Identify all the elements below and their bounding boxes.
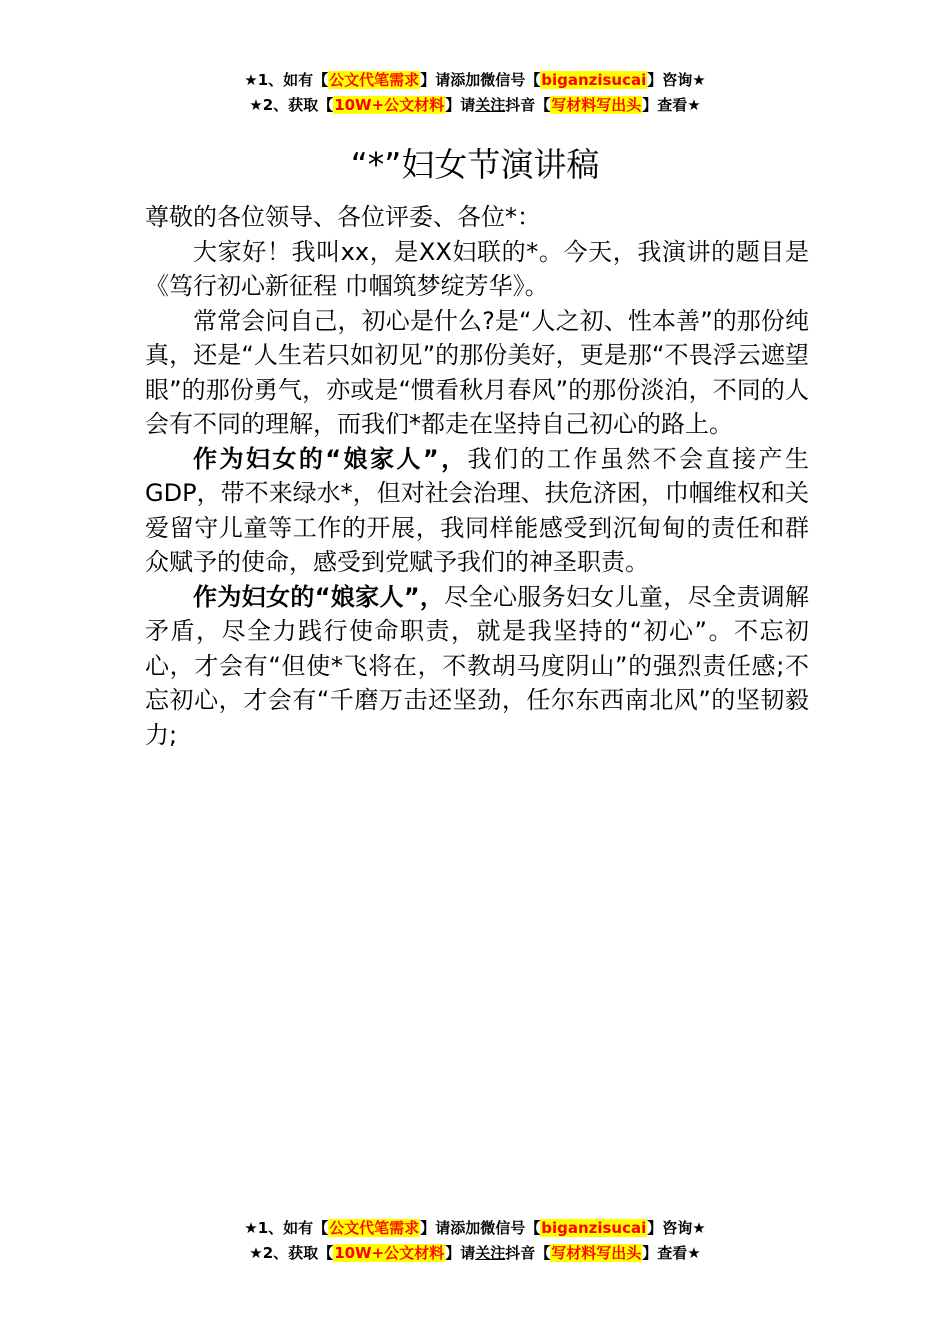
paragraph — [145, 580, 809, 753]
highlight-text: 公文代笔需求 — [329, 71, 420, 89]
paragraph-text: 常常会问自己，初心是什么?是“人之初、性本善”的那份纯真，还是“人生若只如初见”的那份美好，更是那“不畏浮云遮望眼”的那份勇气，亦或是“惯看秋月春风”的那份淡泊，不同的人会有不同的理解，而我们*都走在坚持自己初心的路上。 — [145, 306, 809, 438]
banner-line-2 — [0, 93, 950, 118]
banner-line-2 — [0, 1241, 950, 1266]
banner-text: 】请 — [445, 96, 476, 114]
banner-text: 抖音【 — [505, 1244, 551, 1262]
document-title: “*”妇女节演讲稿 — [350, 145, 600, 184]
banner-line-1 — [0, 1216, 950, 1241]
banner-line-1 — [0, 68, 950, 93]
banner-text: 】查看★ — [642, 96, 701, 114]
highlight-text: 公文代笔需求 — [329, 1219, 420, 1237]
paragraph — [145, 235, 809, 304]
banner-text: ★2、获取【 — [249, 1244, 334, 1262]
wechat-id: biganzisucai — [541, 71, 647, 89]
salutation: 尊敬的各位领导、各位评委、各位*： — [145, 203, 541, 231]
header-banner — [0, 68, 950, 118]
highlight-text: 10W+公文材料 — [334, 96, 445, 114]
douyin-account: 写材料写出头 — [551, 1244, 642, 1262]
underlined-text: 关注 — [475, 96, 506, 114]
paragraph-lead: 作为妇女的“娘家人”， — [193, 444, 468, 473]
banner-text: 】咨询★ — [647, 1219, 706, 1237]
paragraph-text: 大家好！我叫xx，是XX妇联的*。今天，我演讲的题目是《笃行初心新征程 巾帼筑梦绽芳华》。 — [145, 237, 809, 300]
paragraph — [145, 304, 809, 442]
paragraph-text: 我们的工作虽然不会直接产生GDP，带不来绿水*，但对社会治理、扶危济困，巾帼维权和关爱留守儿童等工作的开展，我同样能感受到沉甸甸的责任和群众赋予的使命，感受到党赋予我们的神圣职责。 — [145, 444, 809, 576]
paragraph-text: 尽全心服务妇女儿童，尽全责调解矛盾，尽全力践行使命职责，就是我坚持的“初心”。不忘初心，才会有“但使*飞将在，不教胡马度阴山”的强烈责任感;不忘初心，才会有“千磨万击还坚劲，任尔东西南北风”的坚韧毅力; — [145, 582, 809, 749]
banner-text: ★2、获取【 — [249, 96, 334, 114]
banner-text: 】咨询★ — [647, 71, 706, 89]
banner-text: ★1、如有【 — [244, 71, 329, 89]
document-body — [145, 200, 809, 752]
wechat-id: biganzisucai — [541, 1219, 647, 1237]
banner-text: 】请添加微信号【 — [420, 71, 541, 89]
banner-text: 】查看★ — [642, 1244, 701, 1262]
paragraph-lead: 作为妇女的“娘家人”， — [193, 582, 445, 611]
banner-text: 】请添加微信号【 — [420, 1219, 541, 1237]
banner-text: 抖音【 — [505, 96, 551, 114]
footer-banner — [0, 1216, 950, 1266]
douyin-account: 写材料写出头 — [551, 96, 642, 114]
banner-text: 】请 — [445, 1244, 476, 1262]
highlight-text: 10W+公文材料 — [334, 1244, 445, 1262]
paragraph — [145, 442, 809, 580]
banner-text: ★1、如有【 — [244, 1219, 329, 1237]
underlined-text: 关注 — [475, 1244, 506, 1262]
